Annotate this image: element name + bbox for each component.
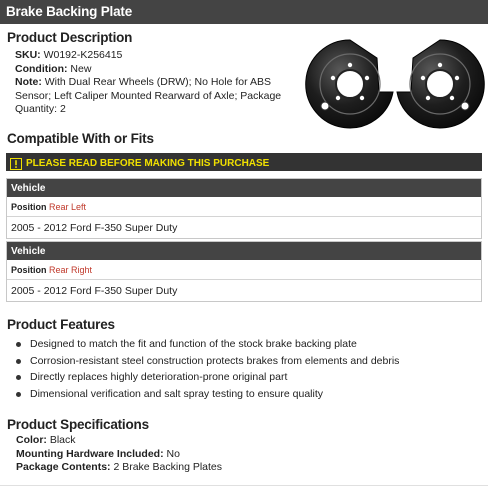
table-header: Vehicle — [7, 179, 481, 197]
sku-row — [15, 49, 297, 63]
table-header: Vehicle — [7, 242, 481, 260]
backing-plate-left — [306, 40, 393, 128]
compat-heading: Compatible With or Fits — [7, 131, 154, 146]
note-line-1: With Dual Rear Wheels (DRW); No Hole for ABS — [44, 76, 271, 88]
backing-plate-right — [397, 40, 484, 128]
fitment-table-rear-left — [6, 178, 482, 239]
features-list — [14, 336, 484, 402]
condition-label: Condition: — [15, 62, 68, 75]
position-row — [7, 260, 481, 280]
divider — [0, 485, 488, 486]
position-value: Rear Left — [49, 202, 87, 212]
spec-value: No — [166, 447, 180, 460]
position-label: Position — [11, 265, 47, 275]
vehicle-row: 2005 - 2012 Ford F-350 Super Duty — [11, 285, 178, 297]
specs-list — [16, 434, 222, 475]
specs-heading: Product Specifications — [7, 417, 149, 432]
spec-value: 2 Brake Backing Plates — [113, 461, 223, 473]
description-heading: Product Description — [7, 30, 133, 45]
condition-value: New — [70, 62, 92, 75]
position-row — [7, 197, 481, 217]
note-line-2: Sensor; Left Caliper Mounted Rearward of Axle; Package — [15, 89, 282, 102]
spec-label: Color: — [16, 434, 47, 446]
note-row — [15, 76, 297, 90]
list-item: Corrosion-resistant steel construction protects brakes from elements and debris — [14, 353, 484, 370]
list-item: Designed to match the fit and function of the stock brake backing plate — [14, 336, 484, 353]
product-description — [7, 30, 297, 117]
list-item: Dimensional verification and salt spray testing to ensure quality — [14, 386, 484, 403]
warning-text: PLEASE READ BEFORE MAKING THIS PURCHASE — [26, 158, 270, 169]
purchase-warning-banner — [6, 153, 482, 171]
product-image — [305, 34, 485, 134]
note-line-3: Quantity: 2 — [15, 103, 66, 115]
condition-row — [15, 63, 297, 77]
spec-hardware — [16, 448, 222, 462]
sku-value: W0192-K256415 — [43, 49, 123, 61]
spec-color — [16, 434, 222, 448]
fitment-table-rear-right — [6, 241, 482, 302]
page-title: Brake Backing Plate — [0, 0, 488, 24]
list-item: Directly replaces highly deterioration-prone original part — [14, 369, 484, 386]
warning-icon — [10, 158, 22, 170]
note-label: Note: — [15, 76, 42, 88]
vehicle-row: 2005 - 2012 Ford F-350 Super Duty — [11, 222, 178, 234]
spec-value: Black — [49, 434, 76, 446]
features-heading: Product Features — [7, 317, 115, 332]
spec-label: Package Contents: — [16, 461, 111, 473]
position-value: Rear Right — [49, 265, 93, 275]
sku-label: SKU: — [15, 49, 41, 61]
position-label: Position — [11, 202, 47, 212]
spec-label: Mounting Hardware Included: — [16, 447, 164, 460]
spec-contents — [16, 461, 222, 475]
